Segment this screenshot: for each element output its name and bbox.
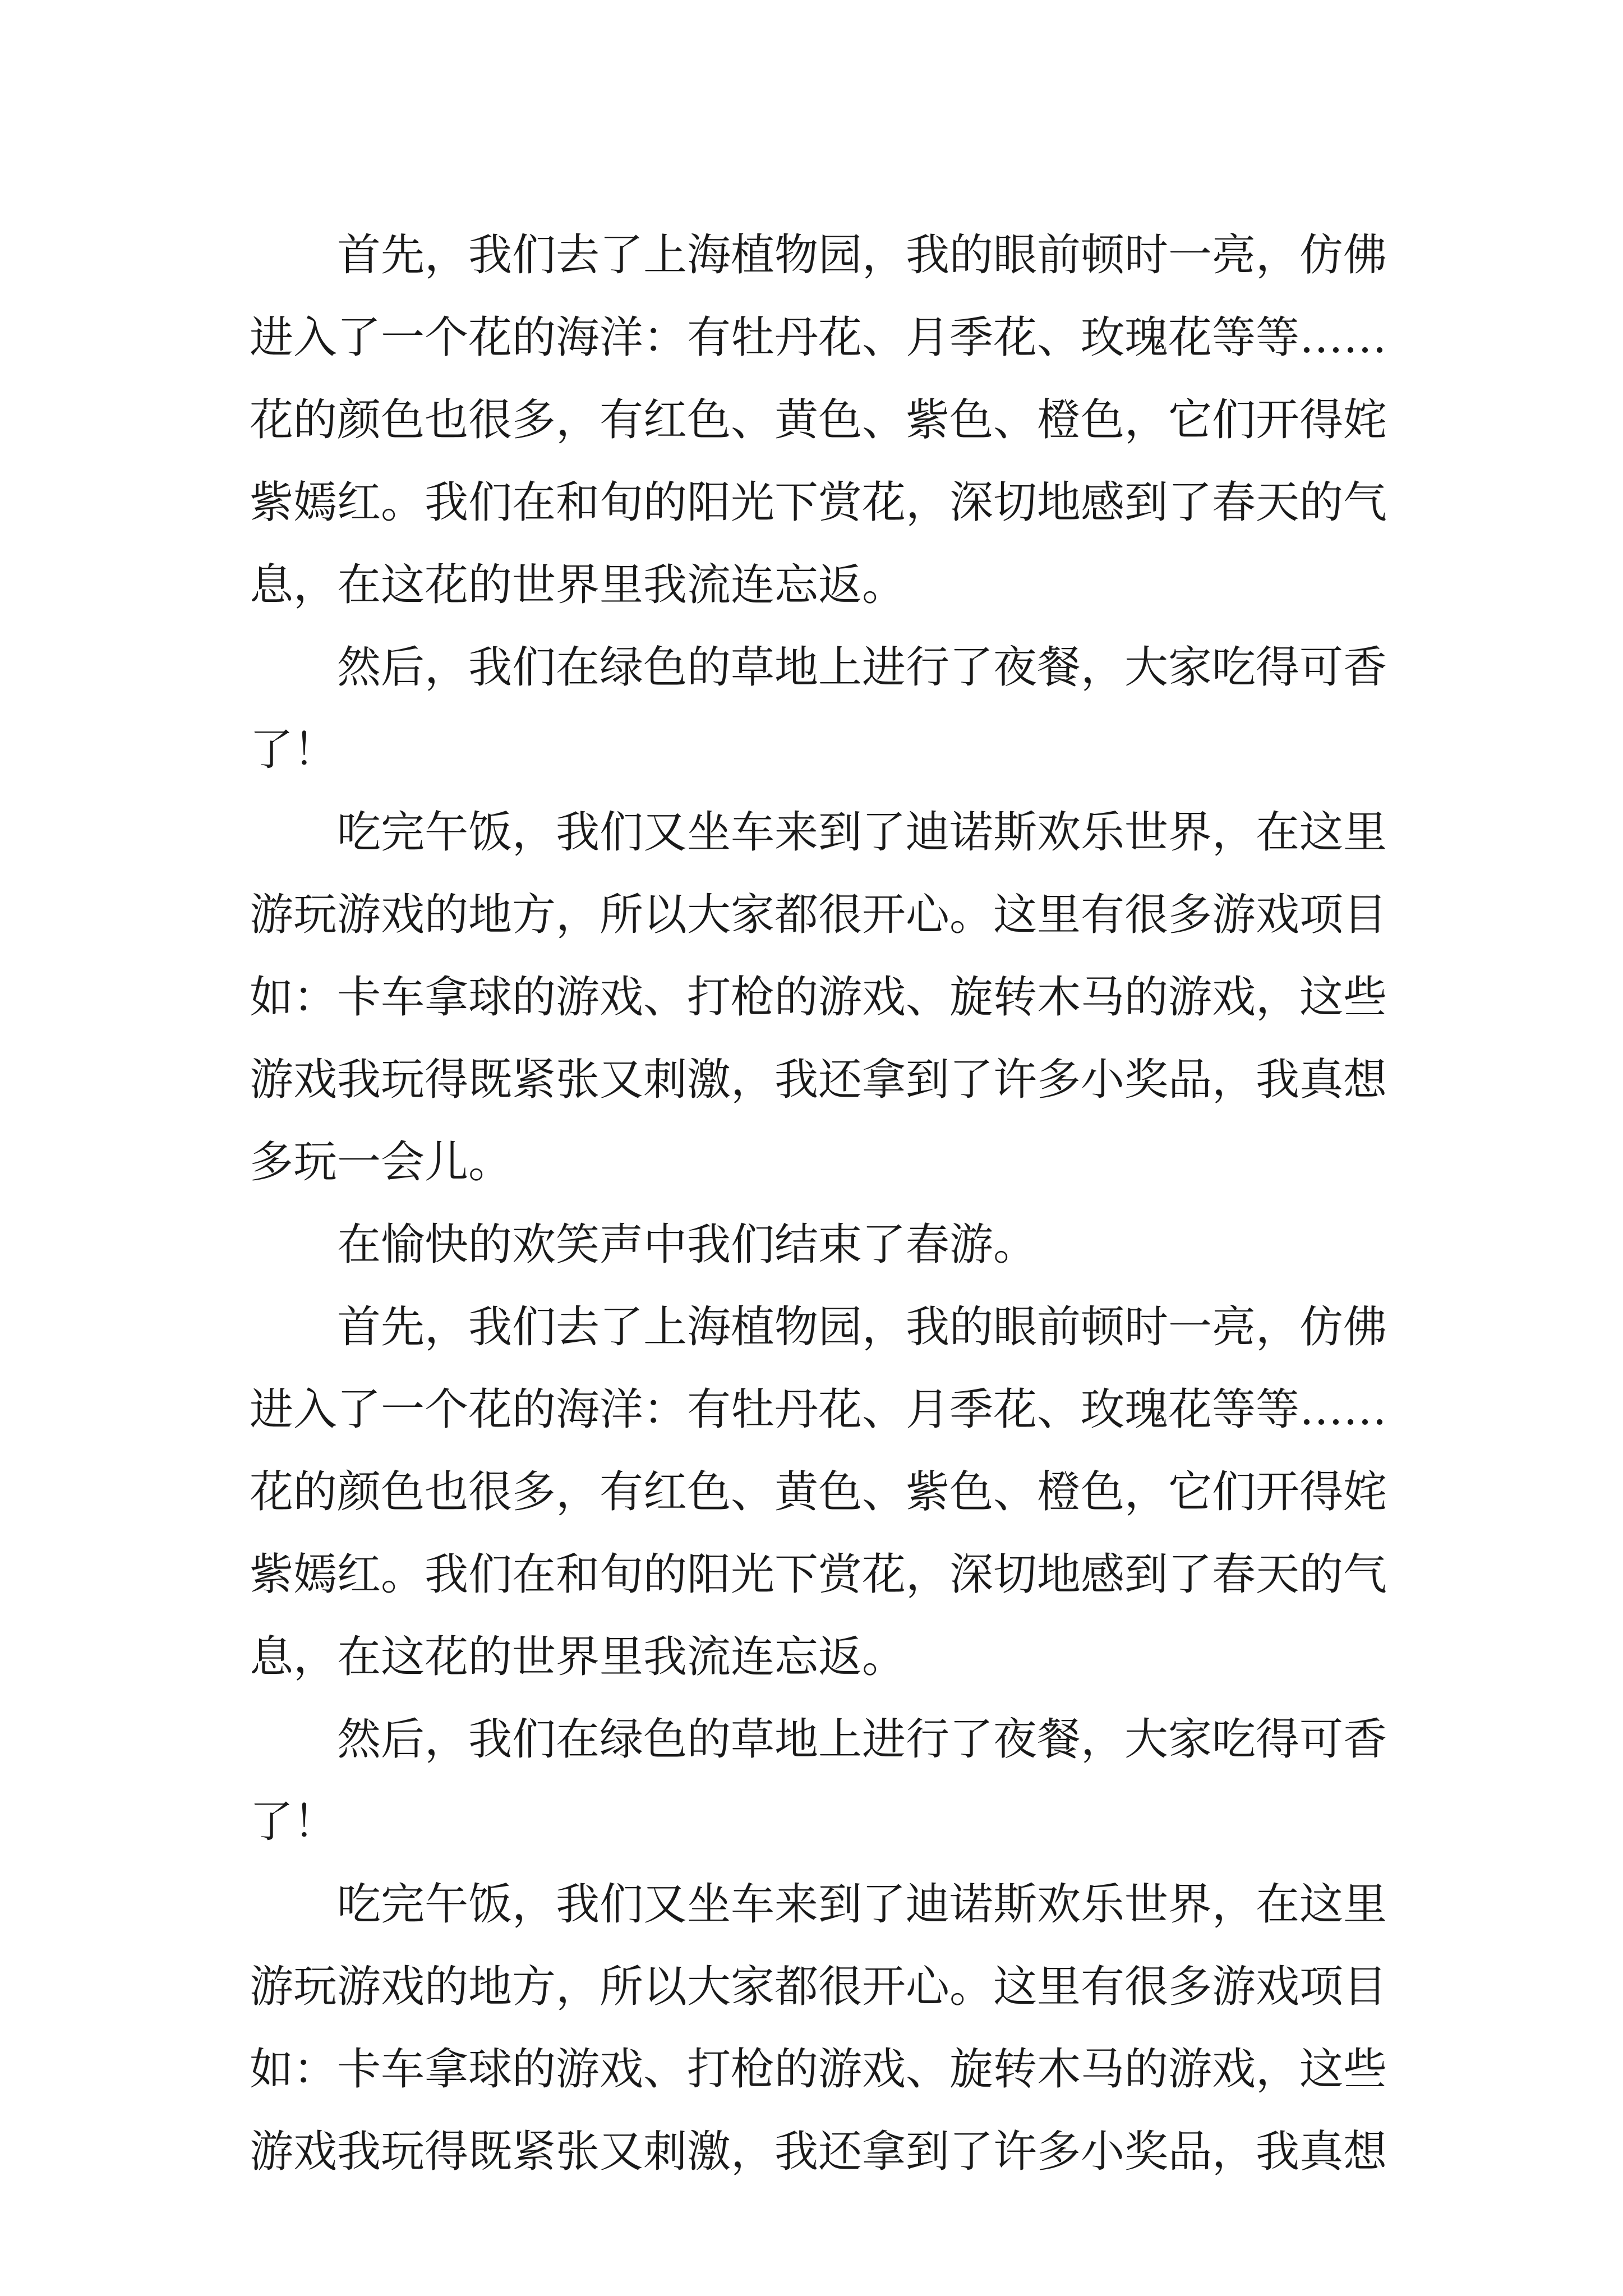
text-line: 如：卡车拿球的游戏、打枪的游戏、旋转木马的游戏，这些: [250, 2044, 1387, 2095]
text-line: 进入了一个花的海洋：有牡丹花、月季花、玫瑰花等等……: [250, 312, 1387, 363]
text-line: 游玩游戏的地方，所以大家都很开心。这里有很多游戏项目: [250, 890, 1387, 940]
paragraph: [250, 792, 1387, 1204]
text-line: 如：卡车拿球的游戏、打枪的游戏、旋转木马的游戏，这些: [250, 972, 1387, 1023]
text-line: 多玩一会儿。: [250, 1137, 513, 1188]
text-line: 进入了一个花的海洋：有牡丹花、月季花、玫瑰花等等……: [250, 1384, 1387, 1435]
paragraph: [250, 1699, 1387, 1864]
body-text: [250, 214, 1387, 2193]
text-line: 然后，我们在绿色的草地上进行了夜餐，大家吃得可香: [337, 642, 1387, 693]
text-line: 紫嫣红。我们在和旬的阳光下赏花，深切地感到了春天的气: [250, 477, 1387, 528]
text-line: 紫嫣红。我们在和旬的阳光下赏花，深切地感到了春天的气: [250, 1549, 1387, 1600]
text-line: 息，在这花的世界里我流连忘返。: [250, 560, 906, 610]
text-line: 吃完午饭，我们又坐车来到了迪诺斯欢乐世界，在这里: [337, 807, 1387, 858]
text-line: 游戏我玩得既紧张又刺激，我还拿到了许多小奖品，我真想: [250, 1055, 1387, 1105]
paragraph: [250, 214, 1387, 627]
text-line: 吃完午饭，我们又坐车来到了迪诺斯欢乐世界，在这里: [337, 1879, 1387, 1930]
text-line: 花的颜色也很多，有红色、黄色、紫色、橙色，它们开得姹: [250, 1467, 1387, 1517]
text-line: 息，在这花的世界里我流连忘返。: [250, 1632, 906, 1682]
text-line: 在愉快的欢笑声中我们结束了春游。: [337, 1220, 1038, 1270]
text-line: 花的颜色也很多，有红色、黄色、紫色、橙色，它们开得姹: [250, 395, 1387, 445]
paragraph: [250, 1286, 1387, 1699]
text-line: 了！: [250, 725, 338, 775]
text-line: 了！: [250, 1797, 338, 1847]
text-line: 游戏我玩得既紧张又刺激，我还拿到了许多小奖品，我真想: [250, 2127, 1387, 2177]
text-line: 然后，我们在绿色的草地上进行了夜餐，大家吃得可香: [337, 1714, 1387, 1765]
text-line: 首先，我们去了上海植物园，我的眼前顿时一亮，仿佛: [337, 1302, 1387, 1352]
paragraph: [250, 1204, 1377, 1286]
paragraph: [250, 1864, 1387, 2193]
text-line: 首先，我们去了上海植物园，我的眼前顿时一亮，仿佛: [337, 230, 1387, 280]
paragraph: [250, 627, 1387, 792]
text-line: 游玩游戏的地方，所以大家都很开心。这里有很多游戏项目: [250, 1962, 1387, 2012]
